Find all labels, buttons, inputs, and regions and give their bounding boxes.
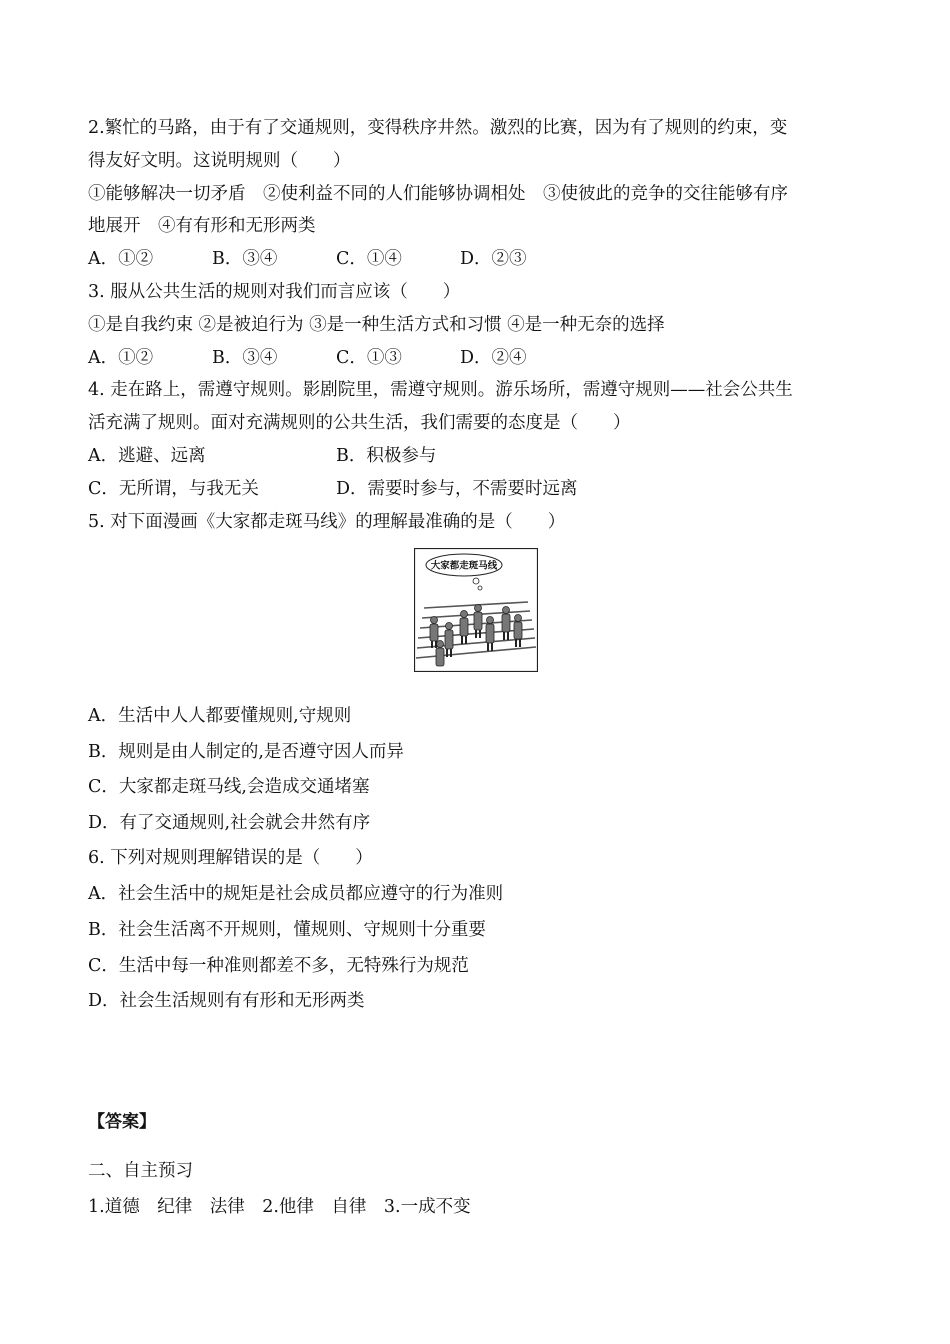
q5-option-d: D．有了交通规则,社会就会井然有序 — [88, 813, 371, 833]
q6-option-c: C．生活中每一种准则都差不多，无特殊行为规范 — [88, 956, 469, 976]
q5-option-a: A．生活中人人都要懂规则,守规则 — [88, 706, 352, 726]
q2-options — [88, 247, 584, 271]
q2-option-b: B．③④ — [212, 249, 278, 269]
q3-options — [88, 346, 584, 370]
q6-option-b: B．社会生活离不开规则，懂规则、守规则十分重要 — [88, 920, 486, 940]
q6-option-a: A．社会生活中的规矩是社会成员都应遵守的行为准则 — [88, 884, 504, 904]
q5-option-b: B．规则是由人制定的,是否遵守因人而异 — [88, 742, 404, 762]
q4-options-row2 — [88, 477, 584, 501]
q2-items-line2: 地展开 ④有有形和无形两类 — [88, 216, 316, 236]
q2-items-line1: ①能够解决一切矛盾 ②使利益不同的人们能够协调相处 ③使彼此的竞争的交往能够有序 — [88, 184, 788, 204]
q3-stem: 3. 服从公共生活的规则对我们而言应该（ ） — [88, 282, 461, 302]
cartoon-caption: 大家都走斑马线 — [430, 560, 498, 572]
answer-heading: 【答案】 — [88, 1112, 156, 1132]
q3-option-a: A．①② — [88, 348, 154, 368]
answer-line: 1.道德 纪律 法律 2.他律 自律 3.一成不变 — [88, 1197, 471, 1217]
q4-stem-line2: 活充满了规则。面对充满规则的公共生活，我们需要的态度是（ ） — [88, 413, 631, 433]
q4-stem-line1: 4. 走在路上，需遵守规则。影剧院里，需遵守规则。游乐场所，需遵守规则——社会公共生 — [88, 380, 793, 400]
q3-items: ①是自我约束 ②是被迫行为 ③是一种生活方式和习惯 ④是一种无奈的选择 — [88, 315, 665, 335]
q4-options-row1 — [88, 444, 584, 468]
q5-option-c: C．大家都走斑马线,会造成交通堵塞 — [88, 777, 370, 797]
q3-option-b: B．③④ — [212, 348, 278, 368]
q2-option-d: D．②③ — [460, 249, 527, 269]
q6-option-d: D．社会生活规则有有形和无形两类 — [88, 991, 365, 1011]
answer-section-title: 二、自主预习 — [88, 1161, 193, 1181]
q3-option-d: D．②④ — [460, 348, 527, 368]
q6-stem: 6. 下列对规则理解错误的是（ ） — [88, 848, 373, 868]
q2-option-c: C．①④ — [336, 249, 402, 269]
q4-option-a: A．逃避、远离 — [88, 446, 206, 466]
q2-stem-line1: 2.繁忙的马路，由于有了交通规则，变得秩序井然。激烈的比赛，因为有了规则的约束，变 — [88, 118, 788, 138]
q4-option-b: B．积极参与 — [336, 446, 437, 466]
q4-option-c: C．无所谓，与我无关 — [88, 479, 259, 499]
q2-option-a: A．①② — [88, 249, 154, 269]
q4-option-d: D．需要时参与，不需要时远离 — [336, 479, 578, 499]
q3-option-c: C．①③ — [336, 348, 402, 368]
q2-stem-line2: 得友好文明。这说明规则（ ） — [88, 151, 351, 171]
zebra-crossing-cartoon — [414, 548, 538, 672]
q5-stem: 5. 对下面漫画《大家都走斑马线》的理解最准确的是（ ） — [88, 512, 566, 532]
